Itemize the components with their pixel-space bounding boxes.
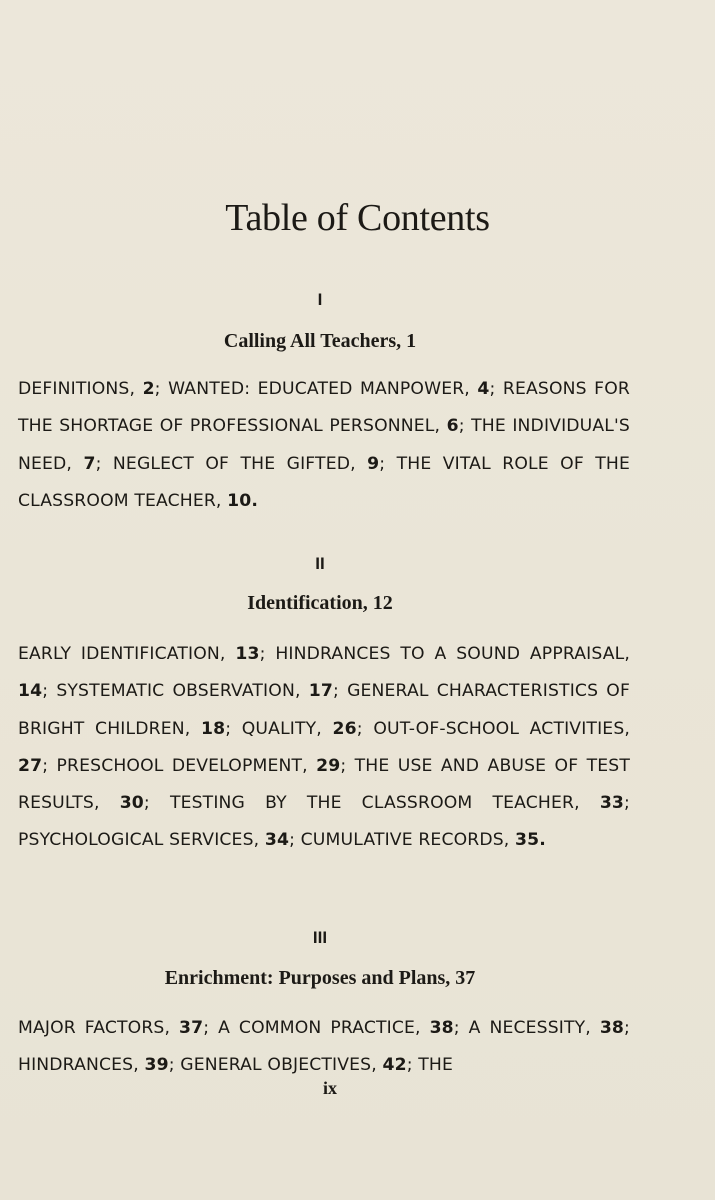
- toc-entry-text: HINDRANCES,: [18, 1055, 139, 1076]
- toc-entry: [170, 793, 624, 813]
- chapter-numeral-2: II: [315, 554, 325, 573]
- toc-entry: [469, 1018, 624, 1038]
- toc-entry-page: 27: [18, 755, 43, 776]
- toc-entry-page: 26: [332, 718, 357, 739]
- toc-entry-page: 42: [382, 1055, 407, 1076]
- toc-entry-text: EARLY IDENTIFICATION,: [18, 644, 226, 664]
- toc-entry-page: 35.: [515, 830, 546, 851]
- toc-entry: [301, 830, 546, 850]
- toc-entry-page: 18: [200, 718, 226, 739]
- toc-entry-page: 30: [119, 793, 144, 814]
- toc-entry-page: 37: [179, 1018, 204, 1038]
- toc-entry-text: THE INDIVIDUAL'S NEED,: [18, 416, 630, 474]
- chapter-numeral-1: I: [317, 290, 323, 309]
- toc-entry: [180, 1055, 406, 1075]
- toc-entry-page: 2: [142, 379, 155, 399]
- page-number: ix: [322, 1078, 337, 1098]
- toc-entry-page: 10.: [227, 490, 259, 511]
- toc-entry-page: 39: [144, 1055, 169, 1076]
- toc-entry: [57, 756, 341, 776]
- toc-entry-page: 4: [477, 379, 490, 399]
- chapter-heading-3: Enrichment: Purposes and Plans, 37: [164, 967, 476, 989]
- chapter-entries-2: EARLY IDENTIFICATION, 13; HINDRANCES TO A SOUND APPRAISAL, 14; SYSTEMATIC OBSERVATION, 17; GENERAL CHARACTERISTICS OF BRIGHT CHILDREN, 18; QUALITY, 26; OUT-OF-SCHOOL ACTIVITIES, 27; PRESCHOOL DEVELOPMENT, 29; THE USE AND ABUSE OF TEST RESULTS, 30; TESTING BY THE CLASSROOM TEACHER, 33; PSYCHOLOGICAL SERVICES, 34; CUMULATIVE RECORDS, 35.: [18, 644, 631, 851]
- toc-entry-text: PRESCHOOL DEVELOPMENT,: [56, 755, 308, 776]
- toc-entry-page: 13: [235, 644, 260, 664]
- toc-entry: [18, 1055, 169, 1075]
- toc-entry-text: TESTING BY THE CLASSROOM TEACHER,: [169, 793, 580, 814]
- toc-entry-text: HINDRANCES TO A SOUND APPRAISAL,: [275, 644, 630, 664]
- toc-entry-text: THE VITAL ROLE OF THE CLASSROOM TEACHER,: [18, 453, 630, 511]
- toc-entry-page: 38: [429, 1018, 454, 1038]
- toc-entry-page: 6: [446, 416, 459, 437]
- chapter-entries-3: MAJOR FACTORS, 37; A COMMON PRACTICE, 38; A NECESSITY, 38; HINDRANCES, 39; GENERAL OBJECTIVES, 42; THE: [18, 1018, 630, 1076]
- toc-entry-text: DEFINITIONS,: [18, 379, 136, 399]
- toc-entry-text: NEGLECT OF THE GIFTED,: [112, 453, 356, 474]
- toc-entry-text: PSYCHOLOGICAL SERVICES,: [18, 830, 260, 851]
- toc-entry-text: GENERAL CHARACTERISTICS OF BRIGHT CHILDREN,: [18, 681, 631, 739]
- toc-entry: [18, 644, 260, 664]
- chapter-numeral-3: III: [312, 928, 328, 947]
- toc-entry-text: CUMULATIVE RECORDS,: [300, 830, 510, 851]
- toc-entry-text: QUALITY,: [241, 718, 322, 739]
- toc-entry-text: A COMMON PRACTICE,: [218, 1018, 421, 1038]
- page-title: Table of Contents: [225, 197, 490, 239]
- toc-entry-text: THE: [418, 1055, 453, 1076]
- toc-entry-text: OUT-OF-SCHOOL ACTIVITIES,: [373, 718, 630, 739]
- toc-entry-page: 38: [599, 1018, 625, 1038]
- toc-entry-text: REASONS FOR THE SHORTAGE OF PROFESSIONAL PERSONNEL,: [18, 379, 630, 437]
- toc-entry: [242, 719, 357, 739]
- toc-entry-text: A NECESSITY,: [468, 1018, 591, 1038]
- toc-entry-page: 7: [83, 453, 96, 474]
- toc-entry-page: 14: [18, 681, 43, 702]
- toc-entry-text: WANTED: EDUCATED MANPOWER,: [168, 379, 470, 399]
- toc-entry: [418, 1055, 453, 1075]
- chapter-heading-2: Identification, 12: [247, 592, 393, 614]
- toc-entry: [56, 681, 333, 701]
- chapter-entries-1: DEFINITIONS, 2; WANTED: EDUCATED MANPOWER, 4; REASONS FOR THE SHORTAGE OF PROFESSIONAL PERSONNEL, 6; THE INDIVIDUAL'S NEED, 7; NEGLECT OF THE GIFTED, 9; THE VITAL ROLE OF THE CLASSROOM TEACHER, 10.: [18, 379, 630, 511]
- toc-entry-page: 33: [599, 793, 625, 814]
- toc-entry-text: GENERAL OBJECTIVES,: [180, 1055, 377, 1076]
- chapter-heading-1: Calling All Teachers, 1: [223, 330, 417, 352]
- toc-entry: [18, 1018, 203, 1038]
- toc-entry: [18, 830, 289, 850]
- toc-entry-text: THE USE AND ABUSE OF TEST RESULTS,: [18, 755, 630, 814]
- toc-entry-text: SYSTEMATIC OBSERVATION,: [56, 681, 301, 702]
- toc-entry: [168, 379, 489, 399]
- toc-entry: [18, 379, 155, 399]
- toc-entry-page: 9: [367, 453, 380, 474]
- toc-entry: [113, 454, 379, 474]
- toc-entry-page: 34: [264, 830, 290, 851]
- toc-entry-text: MAJOR FACTORS,: [18, 1018, 171, 1038]
- toc-entry: [218, 1018, 454, 1038]
- toc-entry-page: 17: [308, 681, 333, 702]
- toc-entry-page: 29: [316, 755, 341, 776]
